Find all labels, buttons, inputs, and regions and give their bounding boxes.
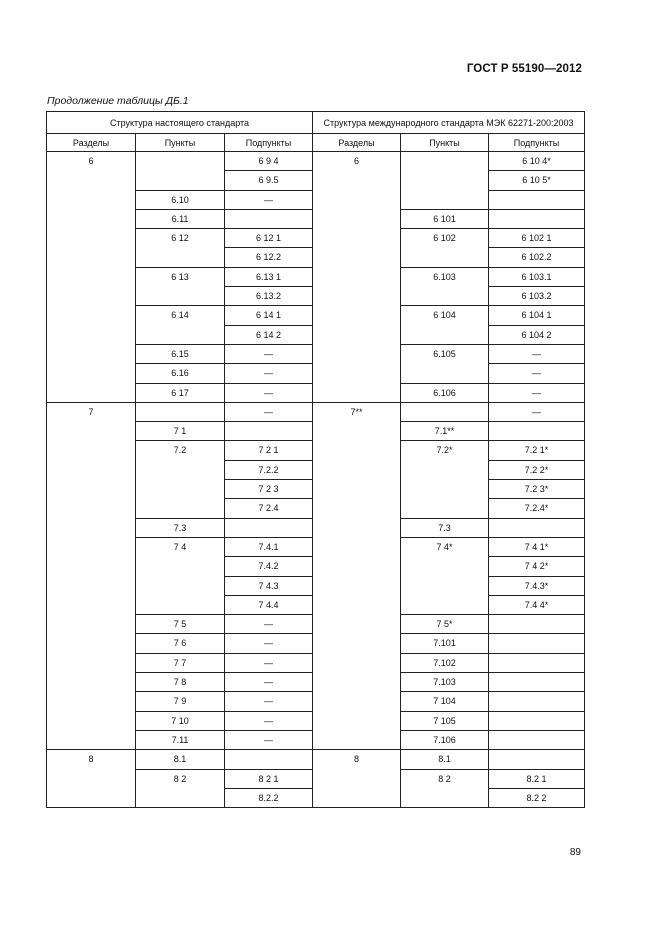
clause-cell (401, 152, 489, 210)
table-continuation-caption: Продолжение таблицы ДБ.1 (47, 95, 189, 107)
subclause-cell: 7 4.3 (225, 576, 313, 595)
subclause-cell: — (225, 402, 313, 421)
subclause-cell (225, 422, 313, 441)
subclause-cell: 7.4.1 (225, 537, 313, 556)
group-header-international: Структура международного стандарта МЭК 62271-200:2003 (313, 112, 585, 134)
clause-cell: 7.3 (136, 518, 225, 537)
clause-cell: 6.16 (136, 364, 225, 383)
clause-cell: 7 104 (401, 692, 489, 711)
subclause-cell: 7.2.4* (489, 499, 585, 518)
column-header-clauses-international: Пункты (401, 134, 489, 152)
section-cell: 6 (313, 152, 401, 403)
clause-cell: 7 10 (136, 711, 225, 730)
section-cell: 7 (47, 402, 136, 749)
section-cell: 7** (313, 402, 401, 749)
clause-cell: 6 101 (401, 209, 489, 228)
clause-cell (401, 402, 489, 421)
clause-cell: 7.106 (401, 730, 489, 749)
subclause-cell: 6 10 5* (489, 171, 585, 190)
clause-cell: 6 104 (401, 306, 489, 345)
subclause-cell: — (225, 383, 313, 402)
subclause-cell: 6.13.2 (225, 287, 313, 306)
subclause-cell: — (225, 653, 313, 672)
subclause-cell: 6 102.2 (489, 248, 585, 267)
table-column-header-row (47, 134, 585, 152)
clause-cell: 6 102 (401, 229, 489, 268)
subclause-cell: — (225, 634, 313, 653)
subclause-cell: — (225, 711, 313, 730)
subclause-cell: 7 4.4 (225, 595, 313, 614)
subclause-cell: — (225, 730, 313, 749)
clause-cell (136, 402, 225, 421)
clause-cell: 8.1 (136, 750, 225, 769)
table-row (47, 750, 585, 769)
column-header-sections-international: Разделы (313, 134, 401, 152)
subclause-cell: 6 104 2 (489, 325, 585, 344)
subclause-cell: — (489, 402, 585, 421)
subclause-cell (489, 673, 585, 692)
clause-cell: 6.15 (136, 344, 225, 363)
subclause-cell: 6 9.5 (225, 171, 313, 190)
subclause-cell: 8.2 2 (489, 788, 585, 807)
clause-cell: 6.106 (401, 383, 489, 402)
subclause-cell (225, 750, 313, 769)
column-header-sections-national: Разделы (47, 134, 136, 152)
document-code: ГОСТ Р 55190—2012 (466, 63, 582, 75)
subclause-cell: 7.4 4* (489, 595, 585, 614)
subclause-cell: — (489, 344, 585, 363)
table-row (47, 402, 585, 421)
clause-cell: 7 105 (401, 711, 489, 730)
clause-cell: 7.2* (401, 441, 489, 518)
subclause-cell (489, 730, 585, 749)
clause-cell: 7.3 (401, 518, 489, 537)
subclause-cell: 7 2 1 (225, 441, 313, 460)
column-header-subclauses-international: Подпункты (489, 134, 585, 152)
clause-cell: 7.1** (401, 422, 489, 441)
subclause-cell: 7.2 2* (489, 460, 585, 479)
clause-cell: 6 13 (136, 267, 225, 306)
subclause-cell (489, 653, 585, 672)
clause-cell: 7 5* (401, 615, 489, 634)
subclause-cell: 7 4 1* (489, 537, 585, 556)
clause-cell: 8 2 (401, 769, 489, 808)
page-number: 89 (569, 847, 581, 858)
subclause-cell (489, 692, 585, 711)
subclause-cell: 6 10 4* (489, 152, 585, 171)
subclause-cell: 6 102 1 (489, 229, 585, 248)
clause-cell: 7.11 (136, 730, 225, 749)
clause-cell: 6.11 (136, 209, 225, 228)
table-row (47, 152, 585, 171)
subclause-cell: — (225, 364, 313, 383)
subclause-cell (489, 750, 585, 769)
subclause-cell: 8.2 1 (489, 769, 585, 788)
clause-cell: 6.105 (401, 344, 489, 383)
clause-cell: 7 4 (136, 537, 225, 614)
subclause-cell: 6 14 2 (225, 325, 313, 344)
subclause-cell: 7.4.2 (225, 557, 313, 576)
subclause-cell: 6 12 1 (225, 229, 313, 248)
column-header-clauses-national: Пункты (136, 134, 225, 152)
subclause-cell: — (225, 692, 313, 711)
clause-cell: 6 12 (136, 229, 225, 268)
subclause-cell: — (489, 364, 585, 383)
subclause-cell (225, 518, 313, 537)
clause-cell: 7 9 (136, 692, 225, 711)
subclause-cell: — (225, 615, 313, 634)
subclause-cell (489, 422, 585, 441)
subclause-cell (489, 615, 585, 634)
subclause-cell (225, 209, 313, 228)
subclause-cell: 7.4.3* (489, 576, 585, 595)
subclause-cell: 6 103.1 (489, 267, 585, 286)
section-cell: 8 (313, 750, 401, 808)
clause-cell: 7.101 (401, 634, 489, 653)
subclause-cell: 7 2 3 (225, 480, 313, 499)
subclause-cell (489, 190, 585, 209)
column-header-subclauses-national: Подпункты (225, 134, 313, 152)
subclause-cell: 7.2.2 (225, 460, 313, 479)
clause-cell: 7.102 (401, 653, 489, 672)
clause-cell: 8 2 (136, 769, 225, 808)
clause-cell: 6.103 (401, 267, 489, 306)
clause-cell (136, 152, 225, 191)
subclause-cell: — (225, 344, 313, 363)
table-group-header-row (47, 112, 585, 134)
subclause-cell: 8 2 1 (225, 769, 313, 788)
subclause-cell: 6 14 1 (225, 306, 313, 325)
subclause-cell: — (225, 673, 313, 692)
clause-cell: 6 17 (136, 383, 225, 402)
subclause-cell: — (225, 190, 313, 209)
subclause-cell: — (489, 383, 585, 402)
subclause-cell: 7.2 3* (489, 480, 585, 499)
clause-cell: 7.103 (401, 673, 489, 692)
clause-cell: 7 5 (136, 615, 225, 634)
subclause-cell: 6 12.2 (225, 248, 313, 267)
clause-cell: 7 4* (401, 537, 489, 614)
clause-cell: 7 7 (136, 653, 225, 672)
subclause-cell: 7 4 2* (489, 557, 585, 576)
clause-cell: 7.2 (136, 441, 225, 518)
clause-cell: 7 6 (136, 634, 225, 653)
clause-cell: 8.1 (401, 750, 489, 769)
correspondence-table (46, 111, 585, 808)
clause-cell: 6.10 (136, 190, 225, 209)
subclause-cell: 6 103.2 (489, 287, 585, 306)
subclause-cell: 7.2 1* (489, 441, 585, 460)
clause-cell: 6 14 (136, 306, 225, 345)
subclause-cell: 6 104 1 (489, 306, 585, 325)
subclause-cell: 6.13 1 (225, 267, 313, 286)
subclause-cell: 6 9 4 (225, 152, 313, 171)
section-cell: 8 (47, 750, 136, 808)
subclause-cell (489, 518, 585, 537)
subclause-cell (489, 209, 585, 228)
subclause-cell: 8.2.2 (225, 788, 313, 807)
subclause-cell (489, 711, 585, 730)
clause-cell: 7 1 (136, 422, 225, 441)
clause-cell: 7 8 (136, 673, 225, 692)
subclause-cell (489, 634, 585, 653)
group-header-national: Структура настоящего стандарта (47, 112, 313, 134)
subclause-cell: 7 2.4 (225, 499, 313, 518)
section-cell: 6 (47, 152, 136, 403)
